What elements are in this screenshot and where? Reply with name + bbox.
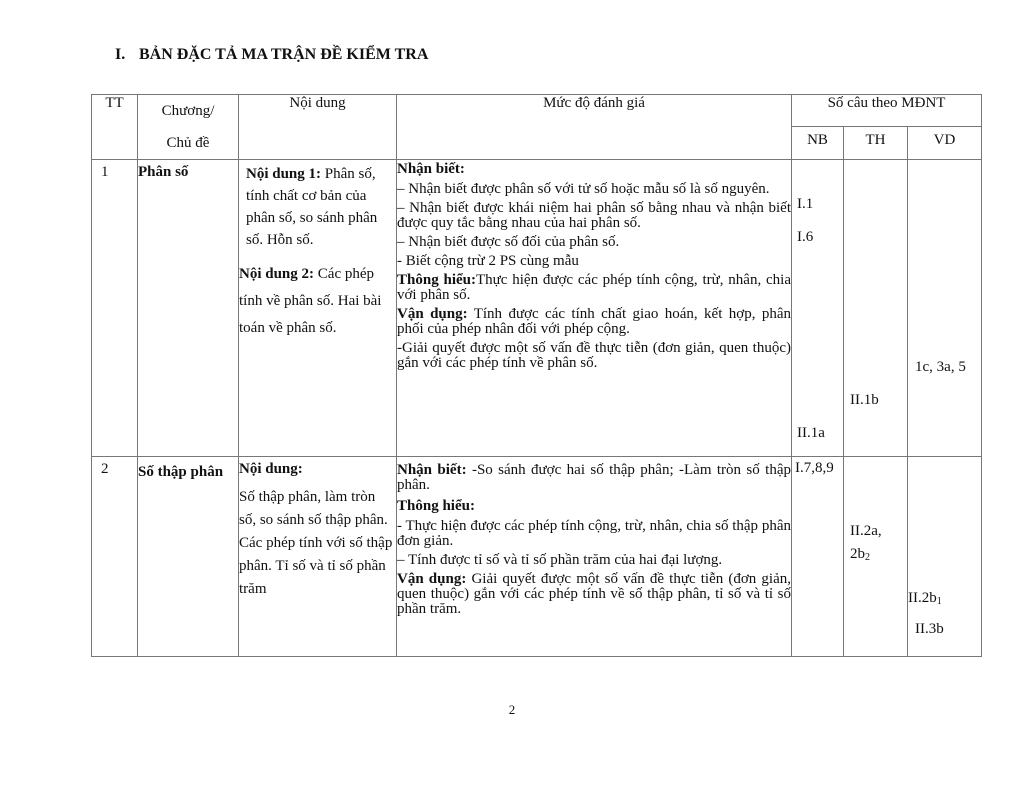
table-row [92,160,982,457]
specification-matrix-table [91,94,982,657]
row-th-cell [844,457,908,657]
header-tt: TT [92,95,138,160]
section-number: I. [115,46,126,63]
section-title: BẢN ĐẶC TẢ MA TRẬN ĐỀ KIỂM TRA [139,46,429,63]
section-heading [115,46,428,64]
page-number: 2 [508,702,516,717]
vd-ref: $II.2b_1$ [908,590,942,607]
header-muc-do-danh-gia: Mức độ đánh giá [397,95,792,160]
header-th: TH [844,126,908,159]
row-vd-cell [908,457,982,657]
row-th-cell [844,160,908,457]
vd-ref: 1c, 3a, 5 [915,359,966,375]
table-row [92,457,982,657]
noidung-1: Nội dung 1: Phân số, tính chất cơ bản của phân số, so sánh phân số. Hỗn số. [246,166,378,248]
th-ref: II.2a, [850,523,882,539]
row-mucdo: Nhận biết: – Nhận biết được phân số với tử số hoặc mẫu số là số nguyên. – Nhận biết được khái niệm hai phân số bằng nhau và nhận biết được quy tắc bằng nhau của hai phân số. – Nhận biết được số đối của phân số. - Biết cộng trừ 2 PS cùng mẫu Thông hiểu:Thực hiện được các phép tính cộng, trừ, nhân, chia với phân số. Vận dụng: Tính được các tính chất giao hoán, kết hợp, phân phối của phép nhân đối với phép cộng. -Giải quyết được một số vấn đề thực tiễn (đơn giản, quen thuộc) gắn với các phép tính về phân số. [397,160,792,457]
nb-ref: I.6 [797,229,814,245]
row-tt: 1 [92,160,138,457]
row-mucdo: Nhận biết: -So sánh được hai số thập phân; -Làm tròn số thập phân. Thông hiểu: - Thực hiện được các phép tính cộng, trừ, nhân, chia số thập phân đơn giản. – Tính được tỉ số và tỉ số phần trăm của hai đại lượng. Vận dụng: Giải quyết được một số vấn đề thực tiễn (đơn giản, quen thuộc) gắn với các phép tính về số thập phân, tỉ số và tỉ số phần trăm. [397,457,792,657]
header-so-cau: Số câu theo MĐNT [792,95,982,127]
row-vd-cell [908,160,982,457]
row-chude: Số thập phân [138,457,239,657]
nb-ref: II.1a [797,425,825,441]
row-nb-cell [792,457,844,657]
th-ref: II.1b [850,392,879,408]
row-chude: Phân số [138,160,239,457]
row-nb-cell [792,160,844,457]
vd-ref: II.3b [915,621,944,637]
header-chuong-chude: Chương/ Chủ đề [138,95,239,160]
header-noi-dung: Nội dung [239,95,397,160]
nb-ref: I.7,8,9 [795,460,834,476]
row-noidung [239,160,397,457]
header-vd: VD [908,126,982,159]
row-noidung: Nội dung: Số thập phân, làm tròn số, so sánh số thập phân. Các phép tính với số thập phân. Tỉ số và tỉ số phần trăm [239,457,397,657]
header-row [92,95,982,127]
row-tt: 2 [92,457,138,657]
th-ref: $2b_2$ [850,546,870,563]
noidung-2: Nội dung 2: Các phép tính về phân số. Hai bài toán về phân số. [239,266,382,336]
header-nb: NB [792,126,844,159]
nb-ref: I.1 [797,196,814,212]
